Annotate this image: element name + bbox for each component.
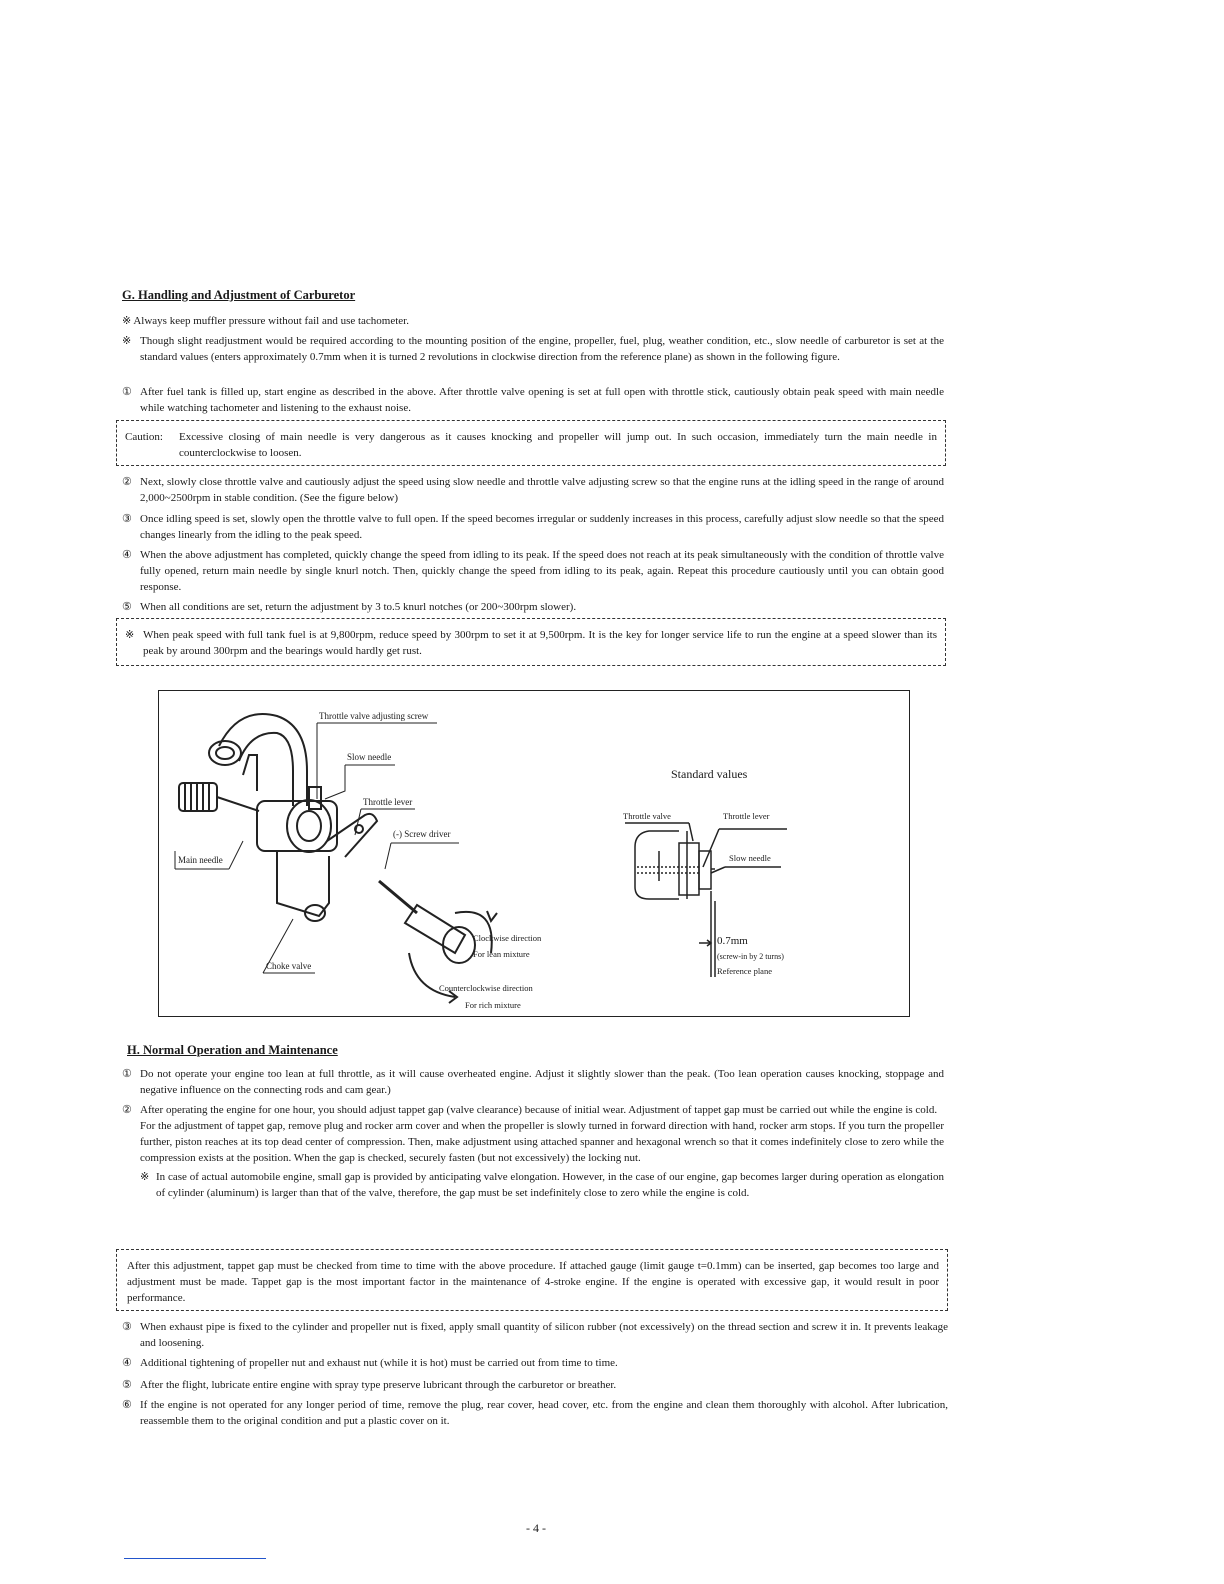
maint-2-para-b: For the adjustment of tappet gap, remove plug and rocker arm cover and when the propeller is slowly turned in forward direction with hand, rocker arm stops. If you turn the propeller further, piston reaches at its top dead center of compression. Then, make adjustment using attached spanner and hexagonal wrench so that it comes indefinitely close to zero while the compression exists at the position. When the gap is checked, securely fasten (but not excessively) the locking nut. — [140, 1120, 944, 1164]
step-5 — [122, 599, 944, 615]
maint-1 — [122, 1066, 944, 1098]
page-number: - 4 - — [526, 1521, 546, 1535]
label-std-throttle-valve: Throttle valve — [623, 811, 671, 821]
carburetor-figure — [158, 690, 910, 1017]
maint-4-text: Additional tightening of propeller nut and exhaust nut (while it is hot) must be carried out from time to time. — [140, 1357, 618, 1369]
step-4-mark: ④ — [122, 549, 132, 561]
tappet-gap-text: After this adjustment, tappet gap must be checked from time to time with the above procedure. If attached gauge (limit gauge t=0.1mm) can be inserted, gap becomes too large and adjustment must be made. Tappet gap is the most important factor in the maintenance of 4-stroke engine. If the engine is operated with excessive gap, it would result in poor performance. — [127, 1260, 939, 1304]
section-h-heading: H. Normal Operation and Maintenance — [127, 1043, 338, 1057]
maint-3-mark: ③ — [122, 1321, 132, 1333]
label-counterclockwise: Counterclockwise direction — [439, 983, 533, 993]
maint-2-note-text: In case of actual automobile engine, small gap is provided by anticipating valve elongation. However, in the case of our engine, gap becomes larger during operation as elongation of cylinder (aluminum) is larger than that of the valve, therefore, the gap must be set indefinitely close to zero while the engine is cold. — [156, 1171, 944, 1199]
maint-2 — [122, 1102, 944, 1201]
maint-4-mark: ④ — [122, 1357, 132, 1369]
label-dimension: 0.7mm — [717, 935, 748, 947]
maint-3-text: When exhaust pipe is fixed to the cylinder and propeller nut is fixed, apply small quantity of silicon rubber (not excessively) on the thread section and screw it in. It prevents leakage and loosening. — [140, 1321, 948, 1349]
maint-5-text: After the flight, lubricate entire engine with spray type preserve lubricant through the carburetor or breather. — [140, 1379, 617, 1391]
service-life-box — [116, 618, 946, 666]
maint-2-para-a: After operating the engine for one hour, you should adjust tappet gap (valve clearance) because of initial wear. Adjustment of tappet gap must be carried out while the engine is cold. — [140, 1104, 938, 1116]
leader-lines — [175, 723, 459, 973]
step-1-text: After fuel tank is filled up, start engine as described in the above. After throttle valve opening is set at full open with throttle stick, cautiously obtain peak speed with main needle while watching tachometer and listening to the exhaust noise. — [140, 386, 944, 414]
step-2 — [122, 474, 944, 506]
maint-2-note — [140, 1169, 944, 1201]
caution-label: Caution: — [125, 431, 163, 443]
maint-6-text: If the engine is not operated for any longer period of time, remove the plug, rear cover, head cover, etc. from the engine and clean them thoroughly with alcohol. After lubrication, reassemble them to the original condition and put a plastic cover on it. — [140, 1399, 948, 1427]
maint-6-mark: ⑥ — [122, 1399, 132, 1411]
tappet-gap-box — [116, 1249, 948, 1311]
maint-1-text: Do not operate your engine too lean at full throttle, as it will cause overheated engine. Adjust it slightly slower than the peak. (Too lean operation causes knocking, stoppage and negative influence on the connecting rods and cam gear.) — [140, 1068, 944, 1096]
label-slow-needle: Slow needle — [347, 752, 392, 762]
standard-values-title: Standard values — [671, 767, 748, 781]
maint-2-mark: ② — [122, 1104, 132, 1116]
caution-text: Excessive closing of main needle is very dangerous as it causes knocking and propeller will jump out. In such occasion, immediately turn the main needle in counterclockwise to loosen. — [179, 431, 937, 459]
carburetor-illustration — [179, 714, 497, 1003]
label-screw-driver: (-) Screw driver — [393, 829, 451, 839]
footer-line — [124, 1558, 266, 1559]
caution-box — [116, 420, 946, 466]
note-muffler: ※ Always keep muffler pressure without fail and use tachometer. — [122, 315, 409, 327]
maint-5 — [122, 1377, 948, 1393]
label-rich: For rich mixture — [465, 1000, 521, 1010]
step-3-mark: ③ — [122, 513, 132, 525]
step-1-mark: ① — [122, 386, 132, 398]
label-clockwise: Clockwise direction — [473, 933, 542, 943]
note-readjustment — [122, 333, 944, 365]
label-reference-plane: Reference plane — [717, 966, 772, 976]
label-throttle-screw: Throttle valve adjusting screw — [319, 711, 429, 721]
maint-1-mark: ① — [122, 1068, 132, 1080]
label-throttle-lever: Throttle lever — [363, 797, 413, 807]
service-life-mark: ※ — [125, 629, 135, 641]
step-4-text: When the above adjustment has completed, quickly change the speed from idling to its peak. If the speed does not reach at its peak simultaneously with the condition of throttle valve fully opened, return main needle by single knurl notch. Then, quickly change the speed from idling to its peak, again. Repeat this procedure cautiously until you can obtain good response. — [140, 549, 944, 593]
service-life-text: When peak speed with full tank fuel is at 9,800rpm, reduce speed by 300rpm to set it at 9,500rpm. It is the key for longer service life to run the engine at a speed slower than its peak by around 300rpm and the bearings would hardly get rust. — [143, 629, 937, 657]
label-main-needle: Main needle — [178, 855, 223, 865]
maint-3 — [122, 1319, 948, 1351]
label-choke-valve: Choke valve — [266, 961, 312, 971]
maint-4 — [122, 1355, 948, 1371]
step-5-text: When all conditions are set, return the adjustment by 3 to.5 knurl notches (or 200~300rpm slower). — [140, 601, 577, 613]
step-4 — [122, 547, 944, 595]
maint-6 — [122, 1397, 948, 1429]
label-std-throttle-lever: Throttle lever — [723, 811, 770, 821]
step-2-mark: ② — [122, 476, 132, 488]
maint-2-note-mark: ※ — [140, 1171, 150, 1183]
step-3-text: Once idling speed is set, slowly open the throttle valve to full open. If the speed becomes irregular or suddenly increases in this process, carefully adjust slow needle so that the speed changes linearly from the idling to the peak speed. — [140, 513, 944, 541]
section-g-heading: G. Handling and Adjustment of Carburetor — [122, 288, 356, 302]
note-mark: ※ — [122, 335, 132, 347]
maint-2-text — [140, 1102, 944, 1201]
step-2-text: Next, slowly close throttle valve and cautiously adjust the speed using slow needle and throttle valve adjusting screw so that the engine runs at the idling speed in the range of around 2,000~2500rpm in stable condition. (See the figure below) — [140, 476, 944, 504]
label-screw-in: (screw-in by 2 turns) — [717, 952, 784, 961]
label-lean: For lean mixture — [473, 949, 530, 959]
step-5-mark: ⑤ — [122, 601, 132, 613]
step-1 — [122, 384, 944, 416]
label-std-slow-needle: Slow needle — [729, 853, 771, 863]
note-text: Though slight readjustment would be required according to the mounting position of the engine, propeller, fuel, plug, weather condition, etc., slow needle of carburetor is set at the standard values (enters approximately 0.7mm when it is turned 2 revolutions in clockwise direction from the reference plane) as shown in the following figure. — [140, 335, 944, 363]
step-3 — [122, 511, 944, 543]
maint-5-mark: ⑤ — [122, 1379, 132, 1391]
